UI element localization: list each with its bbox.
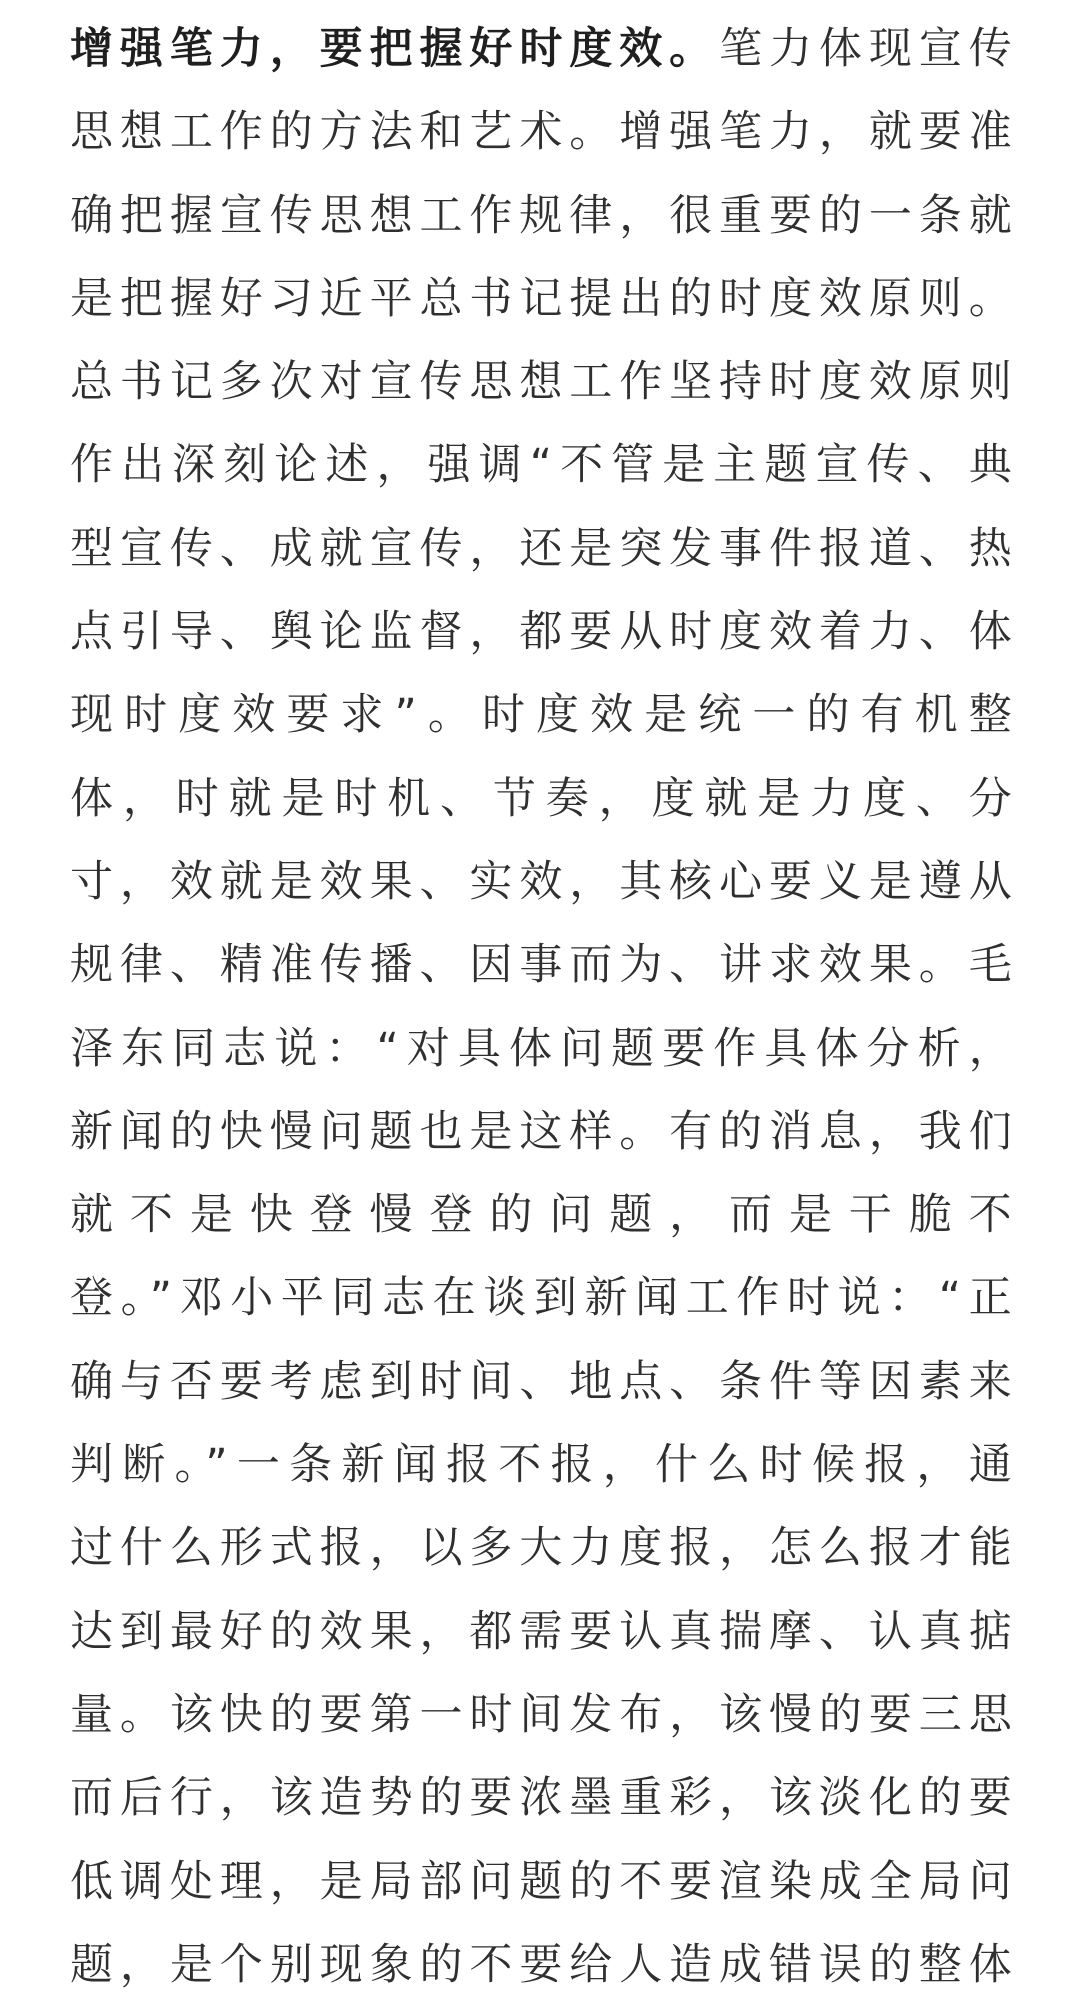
paragraph-line-6: 作出深刻论述，强调“不管是主题宣传、典 bbox=[70, 440, 1012, 491]
paragraph-line-13: 泽东同志说：“对具体问题要作具体分析， bbox=[70, 1023, 1012, 1074]
paragraph-line-12: 规律、精准传播、因事而为、讲求效果。毛 bbox=[70, 940, 1012, 991]
paragraph-line-10: 体，时就是时机、节奏，度就是力度、分 bbox=[70, 773, 1012, 824]
lead-heading: 增强笔力，要把握好时度效。 bbox=[70, 24, 720, 74]
paragraph-line-21: 量。该快的要第一时间发布，该慢的要三思 bbox=[70, 1689, 1012, 1740]
paragraph-line-24: 题，是个别现象的不要给人造成错误的整体 bbox=[70, 1939, 1012, 1990]
paragraph-line-18: 判断。”一条新闻报不报，什么时候报，通 bbox=[70, 1440, 1012, 1491]
line-text: 笔力体现宣传 bbox=[719, 24, 1012, 74]
paragraph-line-8: 点引导、舆论监督，都要从时度效着力、体 bbox=[70, 607, 1012, 658]
article-body bbox=[70, 8, 1012, 2007]
paragraph-line-9: 现时度效要求”。时度效是统一的有机整 bbox=[70, 690, 1012, 741]
paragraph-line-5: 总书记多次对宣传思想工作坚持时度效原则 bbox=[70, 357, 1012, 408]
paragraph-line-3: 确把握宣传思想工作规律，很重要的一条就 bbox=[70, 190, 1012, 241]
paragraph-line-22: 而后行，该造势的要浓墨重彩，该淡化的要 bbox=[70, 1773, 1012, 1824]
paragraph-line-4: 是把握好习近平总书记提出的时度效原则。 bbox=[70, 273, 1012, 324]
paragraph-line-23: 低调处理，是局部问题的不要渲染成全局问 bbox=[70, 1856, 1012, 1907]
paragraph-line-7: 型宣传、成就宣传，还是突发事件报道、热 bbox=[70, 523, 1012, 574]
paragraph-line-17: 确与否要考虑到时间、地点、条件等因素来 bbox=[70, 1356, 1012, 1407]
paragraph-line-15: 就不是快登慢登的问题，而是干脆不 bbox=[70, 1190, 1012, 1241]
paragraph-line-16: 登。”邓小平同志在谈到新闻工作时说：“正 bbox=[70, 1273, 1012, 1324]
paragraph-line-14: 新闻的快慢问题也是这样。有的消息，我们 bbox=[70, 1106, 1012, 1157]
paragraph-line-11: 寸，效就是效果、实效，其核心要义是遵从 bbox=[70, 856, 1012, 907]
paragraph-line-20: 达到最好的效果，都需要认真揣摩、认真掂 bbox=[70, 1606, 1012, 1657]
paragraph-line-1 bbox=[70, 8, 1012, 91]
paragraph-line-2: 思想工作的方法和艺术。增强笔力，就要准 bbox=[70, 107, 1012, 158]
paragraph-line-19: 过什么形式报，以多大力度报，怎么报才能 bbox=[70, 1523, 1012, 1574]
